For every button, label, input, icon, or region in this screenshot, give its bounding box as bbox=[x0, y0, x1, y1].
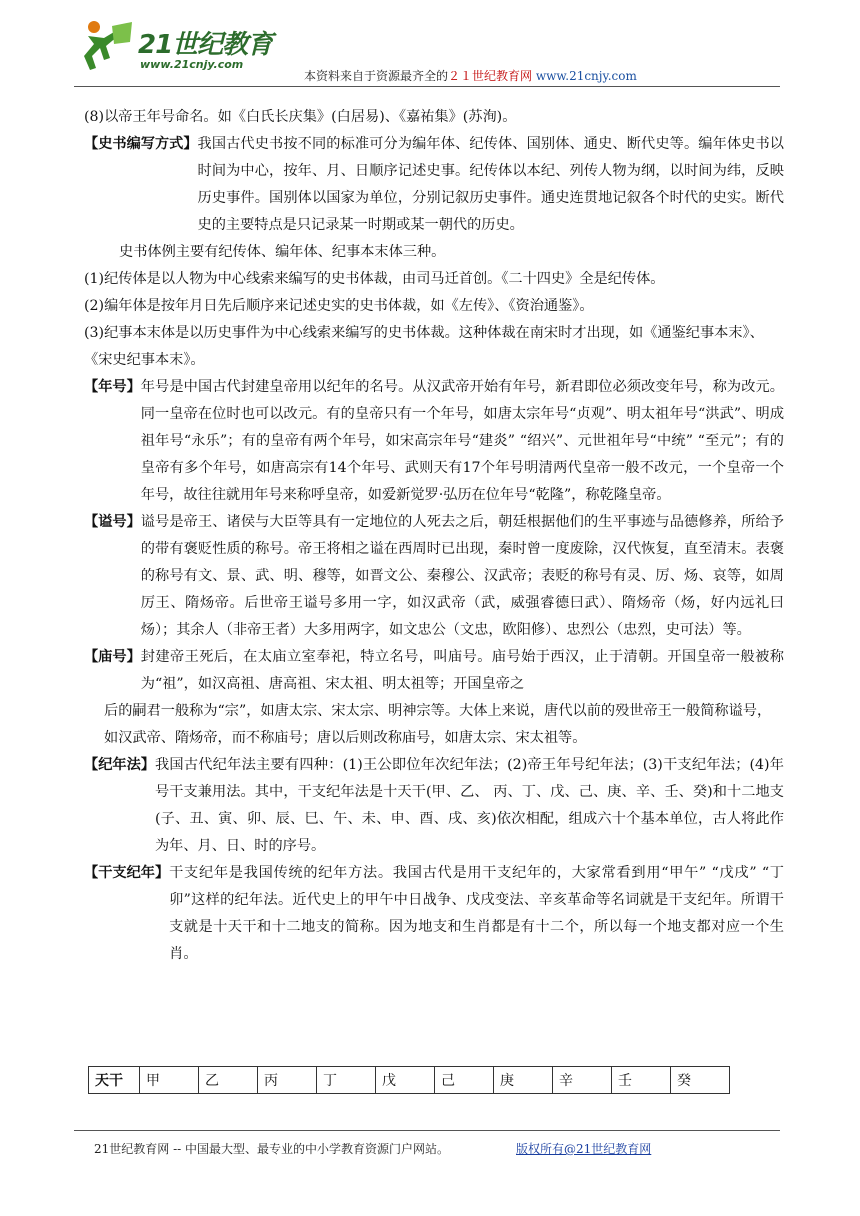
tili-item: (1)纪传体是以人物为中心线索来编写的史书体裁，由司马迁首创。《二十四史》全是纪传体。 bbox=[84, 271, 665, 287]
section-miaohao bbox=[84, 644, 784, 698]
miaohao-continuation: 后的嗣君一般称为“宗”，如唐太宗、宋太宗、明神宗等。大体上来说，唐代以前的殁世帝王一般简称谥号，如汉武帝、隋炀帝，而不称庙号；唐以后则改称庙号，如唐太宗、宋太祖等。 bbox=[104, 703, 772, 746]
term-label: 【庙号】 bbox=[84, 649, 141, 665]
footer-divider bbox=[74, 1130, 780, 1131]
document-body bbox=[84, 104, 784, 968]
section-shihao bbox=[84, 509, 784, 644]
tiangan-table bbox=[88, 1066, 730, 1094]
table-cell: 丙 bbox=[258, 1067, 317, 1094]
page-footer bbox=[94, 1140, 652, 1157]
table-cell: 癸 bbox=[671, 1067, 730, 1094]
table-row bbox=[89, 1067, 730, 1094]
tili-item: (2)编年体是按年月日先后顺序来记述史实的史书体裁，如《左传》、《资治通鉴》。 bbox=[84, 298, 594, 314]
term-text: 我国古代史书按不同的标准可分为编年体、纪传体、国别体、通史、断代史等。编年体史书以时间为中心，按年、月、日顺序记述史事。纪传体以本纪、列传人物为纲，以时间为纬，反映历史事件。国别体以国家为单位，分别记叙历史事件。通史连贯地记叙各个时代的史实。断代史的主要特点是只记录某一时期或某一朝代的历史。 bbox=[197, 136, 784, 233]
table-head-cell: 天干 bbox=[89, 1067, 140, 1094]
footer-copyright-link[interactable]: 版权所有@21世纪教育网 bbox=[516, 1142, 652, 1156]
section-ganzhi bbox=[84, 860, 784, 968]
term-text: 谥号是帝王、诸侯与大臣等具有一定地位的人死去之后，朝廷根据他们的生平事迹与品德修养，所给予的带有褒贬性质的称号。帝王将相之谥在西周时已出现，秦时曾一度废除，汉代恢复，直至清末。表褒的称号有文、景、武、明、穆等，如晋文公、秦穆公、汉武帝；表贬的称号有灵、厉、炀、哀等，如周厉王、隋炀帝。后世帝王谥号多用一字，如汉武帝（武，威强睿德曰武）、隋炀帝（炀，好内远礼曰炀）；其余人（非帝王者）大多用两字，如文忠公（文忠，欧阳修）、忠烈公（忠烈，史可法）等。 bbox=[140, 514, 784, 638]
tili-intro: 史书体例主要有纪传体、编年体、纪事本末体三种。 bbox=[119, 244, 446, 260]
table-cell: 甲 bbox=[140, 1067, 199, 1094]
footer-left-text: 21世纪教育网 -- 中国最大型、最专业的中小学教育资源门户网站。 bbox=[94, 1142, 450, 1156]
term-label: 【干支纪年】 bbox=[84, 865, 170, 881]
section-nianhao bbox=[84, 374, 784, 509]
term-text: 年号是中国古代封建皇帝用以纪年的名号。从汉武帝开始有年号，新君即位必须改变年号，称为改元。同一皇帝在位时也可以改元。有的皇帝只有一个年号，如唐太宗年号“贞观”、明太祖年号“洪武”、明成祖年号“永乐”；有的皇帝有两个年号，如宋高宗年号“建炎” “绍兴”、元世祖年号“中统” “至元”；有的皇帝有多个年号，如唐高宗有14个年号、武则天有17个年号明清两代皇帝一般不改元，一个皇帝一个年号，故往往就用年号来称呼皇帝，如爱新觉罗·弘历在位年号“乾隆”，称乾隆皇帝。 bbox=[140, 379, 785, 503]
line-book-names: (8)以帝王年号命名。如《白氏长庆集》(白居易)、《嘉祐集》(苏洵)。 bbox=[84, 109, 517, 125]
table-cell: 丁 bbox=[317, 1067, 376, 1094]
tili-item: (3)纪事本末体是以历史事件为中心线索来编写的史书体裁。这种体裁在南宋时才出现，如《通鉴纪事本末》、《宋史纪事本末》。 bbox=[84, 325, 764, 368]
header-note-url[interactable]: www.21cnjy.com bbox=[535, 69, 637, 83]
table-cell: 戊 bbox=[376, 1067, 435, 1094]
term-text: 封建帝王死后，在太庙立室奉祀，特立名号，叫庙号。庙号始于西汉，止于清朝。开国皇帝一般被称为“祖”，如汉高祖、唐高祖、宋太祖、明太祖等；开国皇帝之 bbox=[140, 649, 784, 692]
term-label: 【史书编写方式】 bbox=[84, 136, 198, 152]
term-text: 干支纪年是我国传统的纪年方法。我国古代是用干支纪年的，大家常看到用“甲午” “戊戌” “丁卯”这样的纪年法。近代史上的甲午中日战争、戊戌变法、辛亥革命等名词就是干支纪年。所谓干支就是十天干和十二地支的简称。因为地支和生肖都是有十二个，所以每一个地支都对应一个生肖。 bbox=[169, 865, 784, 962]
logo-text: 21世纪教育 bbox=[138, 30, 273, 60]
table-cell: 乙 bbox=[199, 1067, 258, 1094]
page-header bbox=[74, 18, 784, 88]
term-label: 【年号】 bbox=[84, 379, 141, 395]
section-shishu bbox=[84, 131, 784, 239]
term-text: 我国古代纪年法主要有四种：(1)王公即位年次纪年法；(2)帝王年号纪年法；(3)干支纪年法；(4)年号干支兼用法。其中，干支纪年法是十天干(甲、乙、 丙、丁、戊、己、庚、辛、壬、癸)和十二地支(子、丑、寅、卯、辰、巳、午、未、申、酉、戌、亥)依次相配，组成六十个基本单位，古人将此作为年、月、日、时的序号。 bbox=[154, 757, 784, 854]
term-text-wrap bbox=[141, 644, 784, 698]
logo-url: www.21cnjy.com bbox=[140, 58, 244, 71]
table-cell: 壬 bbox=[612, 1067, 671, 1094]
site-logo bbox=[74, 18, 294, 80]
runner-logo-icon bbox=[74, 18, 136, 76]
table-cell: 己 bbox=[435, 1067, 494, 1094]
section-jinianfa bbox=[84, 752, 784, 860]
header-note bbox=[304, 67, 637, 84]
term-label: 【谥号】 bbox=[84, 514, 141, 530]
header-note-prefix: 本资料来自于资源最齐全的 bbox=[304, 69, 449, 83]
header-divider bbox=[74, 86, 780, 87]
term-label: 【纪年法】 bbox=[84, 757, 155, 773]
table-cell: 辛 bbox=[553, 1067, 612, 1094]
table-cell: 庚 bbox=[494, 1067, 553, 1094]
header-note-site[interactable]: ２１世纪教育网 bbox=[448, 69, 533, 83]
